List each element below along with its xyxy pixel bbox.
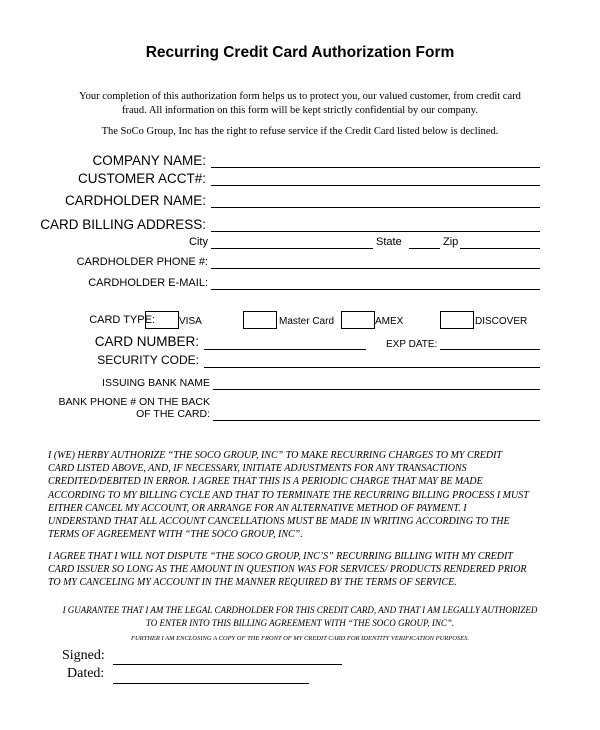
- date-field[interactable]: [113, 683, 309, 684]
- cardholder-name-field[interactable]: [211, 207, 540, 208]
- page-title: Recurring Credit Card Authorization Form: [145, 44, 455, 61]
- customer-acct-label: CUSTOMER ACCT#:: [77, 171, 206, 186]
- card-number-label: CARD NUMBER:: [94, 334, 199, 349]
- mastercard-option-label: Master Card: [279, 316, 335, 327]
- amex-option-label: AMEX: [375, 316, 404, 327]
- discover-checkbox[interactable]: [440, 311, 474, 329]
- legal-p2-line: I AGREE THAT I WILL NOT DISPUTE “THE SOCO GROUP, INC’S” RECURRING BILLING WITH MY CREDIT: [48, 551, 513, 562]
- legal-p1-line: TERMS OF AGREEMENT WITH “THE SOCO GROUP, INC”.: [48, 529, 303, 541]
- signed-label: Signed:: [62, 648, 105, 663]
- bank-phone-field[interactable]: [213, 420, 540, 421]
- intro-line-1: Your completion of this authorization form helps us to protect you, our valued customer, from credit card: [79, 91, 521, 102]
- city-field[interactable]: [211, 248, 373, 249]
- legal-p3-line-1: I GUARANTEE THAT I AM THE LEGAL CARDHOLDER FOR THIS CREDIT CARD, AND THAT I AM LEGALLY AUTHORIZED: [62, 605, 538, 615]
- visa-checkbox[interactable]: [145, 311, 179, 329]
- dated-label: Dated:: [67, 666, 105, 681]
- company-name-label: COMPANY NAME:: [92, 153, 206, 168]
- company-name-field[interactable]: [211, 167, 540, 168]
- intro-line-3: The SoCo Group, Inc has the right to refuse service if the Credit Card listed below is declined.: [101, 126, 499, 137]
- legal-paragraph-2: [48, 550, 527, 590]
- state-field[interactable]: [409, 248, 440, 249]
- card-number-field[interactable]: [204, 349, 366, 350]
- city-label: City: [189, 236, 208, 248]
- legal-p1-line: ACCORDING TO MY BILLING CYCLE AND THAT TO TERMINATE THE RECURRING BILLING PROCESS I MUST: [48, 489, 529, 501]
- intro-line-2: fraud. All information on this form will be kept strictly confidential by our company.: [122, 105, 478, 116]
- cardholder-phone-label: CARDHOLDER PHONE #:: [76, 256, 208, 268]
- legal-p1-line: UNDERSTAND THAT ALL ACCOUNT CANCELLATIONS MUST BE MADE IN WRITING ACCORDING TO THE: [48, 516, 510, 528]
- exp-date-field[interactable]: [440, 349, 540, 350]
- legal-p1-line: I (WE) HERBY AUTHORIZE “THE SOCO GROUP, INC” TO MAKE RECURRING CHARGES TO MY CREDIT: [48, 450, 502, 461]
- cardholder-email-label: CARDHOLDER E-MAIL:: [88, 277, 208, 289]
- cardholder-name-label: CARDHOLDER NAME:: [64, 193, 206, 208]
- cardholder-email-field[interactable]: [211, 289, 540, 290]
- legal-p1-line: EITHER CANCEL MY ACCOUNT, OR ARRANGE FOR AN ALTERNATIVE METHOD OF PAYMENT. I: [48, 502, 467, 514]
- security-code-label: SECURITY CODE:: [97, 353, 199, 367]
- legal-p1-line: CREDITED/DEBITED IN ERROR. I AGREE THAT THIS IS A PERIODIC CHARGE THAT MAY BE MADE: [48, 476, 483, 488]
- billing-address-field[interactable]: [211, 231, 540, 232]
- billing-address-label: CARD BILLING ADDRESS:: [40, 217, 206, 232]
- legal-p2-line: TO MY CANCELING MY ACCOUNT IN THE MANNER REQUIRED BY THE TERMS OF SERVICE.: [48, 577, 457, 589]
- customer-acct-field[interactable]: [211, 185, 540, 186]
- zip-label: Zip: [443, 236, 459, 248]
- bank-phone-label-line-2: OF THE CARD:: [136, 408, 210, 420]
- legal-paragraph-1: [48, 449, 529, 541]
- discover-option-label: DISCOVER: [475, 316, 528, 327]
- bank-phone-label-line-1: BANK PHONE # ON THE BACK: [58, 396, 210, 408]
- exp-date-label: EXP DATE:: [386, 339, 438, 350]
- signature-field[interactable]: [113, 664, 342, 665]
- visa-option-label: VISA: [179, 316, 202, 327]
- state-label: State: [376, 236, 402, 248]
- security-code-field[interactable]: [204, 367, 540, 368]
- card-type-label: CARD TYPE:: [89, 314, 155, 326]
- legal-p2-line: CARD ISSUER SO LONG AS THE AMOUNT IN QUESTION WAS FOR SERVICES/ PRODUCTS RENDERED PRIOR: [48, 564, 527, 576]
- amex-checkbox[interactable]: [341, 311, 375, 329]
- issuing-bank-field[interactable]: [213, 389, 540, 390]
- mastercard-checkbox[interactable]: [243, 311, 277, 329]
- legal-p3-line-2: TO ENTER INTO THIS BILLING AGREEMENT WITH “THE SOCO GROUP, INC”.: [145, 618, 455, 628]
- cardholder-phone-field[interactable]: [211, 268, 540, 269]
- legal-p1-line: CARD LISTED ABOVE, AND, IF NECESSARY, INITIATE ADJUSTMENTS FOR ANY TRANSACTIONS: [48, 463, 467, 475]
- legal-p4: FURTHER I AM ENCLOSING A COPY OF THE FRONT OF MY CREDIT CARD FOR IDENTITY VERIFICATION PURPOSES.: [130, 635, 470, 642]
- issuing-bank-label: ISSUING BANK NAME: [102, 377, 210, 389]
- zip-field[interactable]: [460, 248, 540, 249]
